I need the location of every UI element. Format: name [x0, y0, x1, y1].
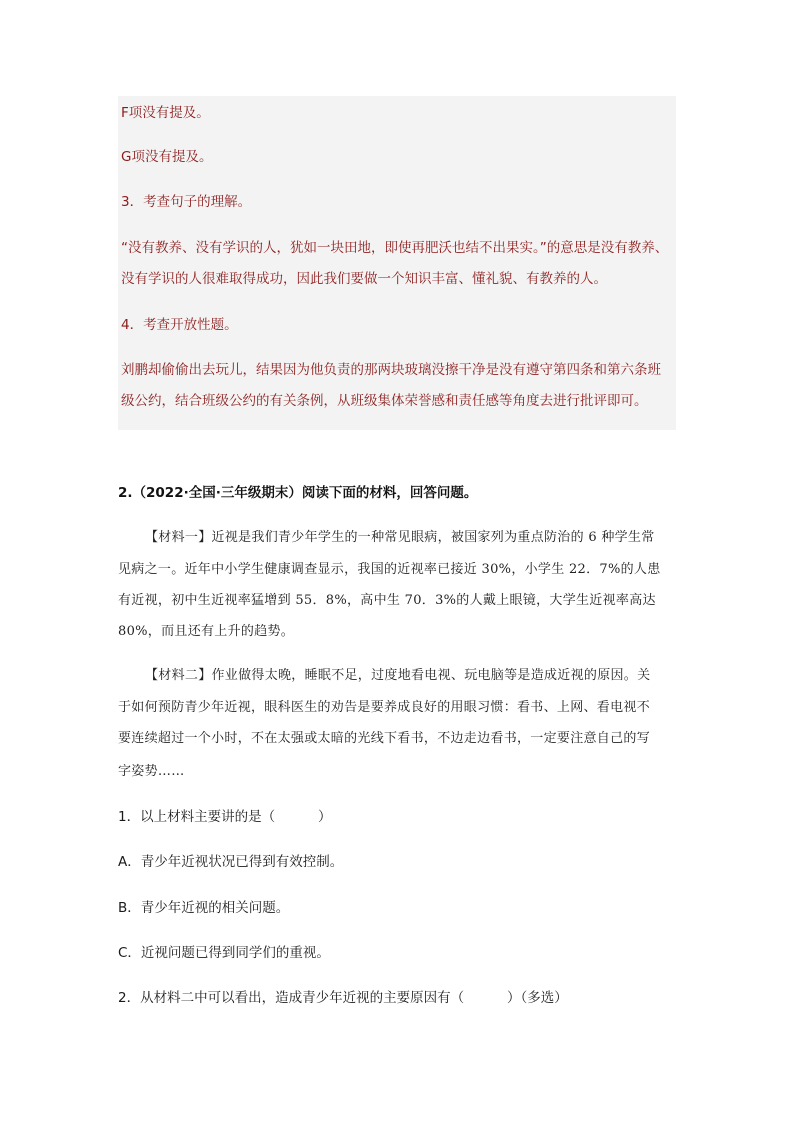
answer-line-4-detail-b: 级公约，结合班级公约的有关条例，从班级集体荣誉感和责任感等角度去进行批评即可。 [121, 393, 648, 409]
option-a: A．青少年近视状况已得到有效控制。 [118, 854, 344, 870]
sub-question-1: 1．以上材料主要讲的是（ ） [118, 809, 332, 825]
sub-question-2: 2．从材料二中可以看出，造成青少年近视的主要原因有（ ）（多选） [118, 990, 568, 1006]
option-b: B．青少年近视的相关问题。 [118, 900, 290, 916]
material-two-line: 于如何预防青少年近视，眼科医生的劝告是要养成良好的用眼习惯：看书、上网、看电视不 [118, 700, 651, 715]
answer-line-3-detail-a: “没有教养、没有学识的人，犹如一块田地，即使再肥沃也结不出果实。”的意思是没有教养、 [121, 240, 669, 256]
answer-line-4-detail-a: 刘鹏却偷偷出去玩儿，结果因为他负责的那两块玻璃没擦干净是没有遵守第四条和第六条班 [121, 362, 661, 378]
material-two-line: 字姿势…… [118, 764, 185, 779]
material-two-line: 【材料二】作业做得太晚，睡眠不足，过度地看电视、玩电脑等是造成近视的原因。关 [145, 668, 651, 683]
material-one-line: 有近视，初中生近视率猛增到 55．8%，高中生 70．3%的人戴上眼镜，大学生近视率高达 [118, 593, 656, 608]
answer-line-4: 4．考查开放性题。 [121, 317, 238, 333]
answer-line-3: 3．考查句子的理解。 [121, 194, 252, 210]
answer-line-3-detail-b: 没有学识的人很难取得成功，因此我们要做一个知识丰富、懂礼貌、有教养的人。 [121, 271, 607, 287]
answer-line-f: F项没有提及。 [121, 105, 210, 121]
material-one-line: 80%，而且还有上升的趋势。 [118, 624, 295, 639]
question-title: 2.（2022·全国·三年级期末）阅读下面的材料，回答问题。 [118, 485, 478, 501]
option-c: C．近视问题已得到同学们的重视。 [118, 945, 330, 961]
material-two-line: 要连续超过一个小时，不在太强或太暗的光线下看书，不边走边看书，一定要注意自己的写 [118, 731, 651, 746]
answer-line-g: G项没有提及。 [121, 149, 213, 165]
material-one-line: 见病之一。近年中小学生健康调查显示，我国的近视率已接近 30%，小学生 22．7%的人患 [118, 562, 661, 577]
material-one-line: 【材料一】近视是我们青少年学生的一种常见眼病，被国家列为重点防治的 6 种学生常 [145, 530, 655, 545]
